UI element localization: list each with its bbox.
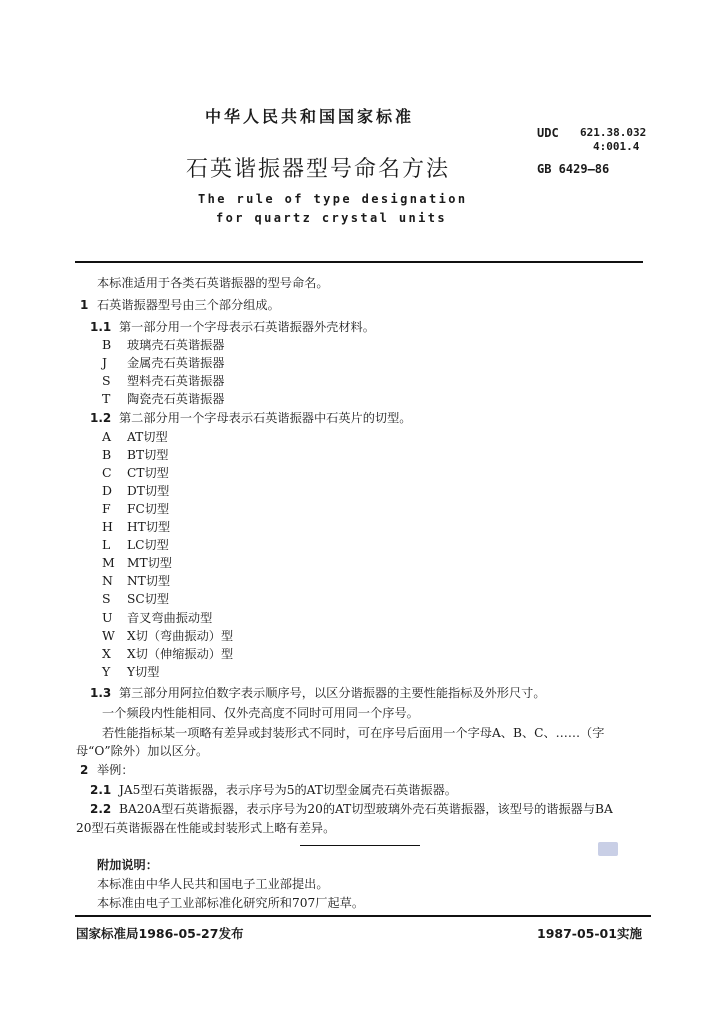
section-1-2-number: 1.2 <box>90 411 112 425</box>
section-1-3-paragraph-3-line-2: 母“O”除外）加以区分。 <box>76 744 209 758</box>
list-item-code: X <box>102 646 111 661</box>
list-item-code: S <box>102 373 111 388</box>
section-2-number: 2 <box>80 763 89 777</box>
list-item-code: M <box>102 555 115 570</box>
list-item-text: MT切型 <box>127 556 172 570</box>
section-1-1-number: 1.1 <box>90 320 112 334</box>
list-item-text: 玻璃壳石英谐振器 <box>127 338 225 352</box>
list-item-code: L <box>102 537 111 552</box>
section-1-3-paragraph-3-line-1: 若性能指标某一项略有差异或封装形式不同时，可在序号后面用一个字母A、B、C、……（字 <box>102 726 605 740</box>
section-2-2-line-2: 20型石英谐振器在性能或封装形式上略有差异。 <box>76 821 336 835</box>
section-1-1-text: 第一部分用一个字母表示石英谐振器外壳材料。 <box>119 320 375 334</box>
list-item-code: J <box>102 355 108 370</box>
notes-title: 附加说明： <box>97 858 158 872</box>
list-item-text: DT切型 <box>127 484 170 498</box>
list-item-code: B <box>102 337 112 352</box>
list-item-text: LC切型 <box>127 538 169 552</box>
list-item-text: X切（弯曲振动）型 <box>127 629 234 643</box>
list-item-code: A <box>102 429 112 444</box>
section-1-2-text: 第二部分用一个字母表示石英谐振器中石英片的切型。 <box>119 411 412 425</box>
list-item-code: D <box>102 483 113 498</box>
section-1-text: 石英谐振器型号由三个部分组成。 <box>97 298 280 312</box>
list-item-code: Y <box>102 664 111 679</box>
section-2-1-text: JA5型石英谐振器，表示序号为5的AT切型金属壳石英谐振器。 <box>119 783 457 797</box>
intro-paragraph: 本标准适用于各类石英谐振器的型号命名。 <box>97 276 329 290</box>
section-1-3-paragraph-2: 一个频段内性能相同、仅外壳高度不同时可用同一个序号。 <box>102 706 419 720</box>
list-item-text: CT切型 <box>127 466 169 480</box>
issued-date: 国家标准局1986-05-27发布 <box>76 926 244 941</box>
stamp-mark <box>598 842 618 856</box>
document-title: 石英谐振器型号命名方法 <box>186 157 451 182</box>
bottom-divider <box>75 915 651 917</box>
list-item-text: 陶瓷壳石英谐振器 <box>127 392 225 406</box>
list-item-text: AT切型 <box>127 430 168 444</box>
section-1-number: 1 <box>80 298 89 312</box>
english-title-line1: The rule of type designation <box>198 192 468 206</box>
section-2-2-line-1: BA20A型石英谐振器，表示序号为20的AT切型玻璃外壳石英谐振器，该型号的谐振器与BA <box>119 802 613 816</box>
section-1-3-number: 1.3 <box>90 686 112 700</box>
note-line-1: 本标准由中华人民共和国电子工业部提出。 <box>97 877 329 891</box>
list-item-code: N <box>102 573 113 588</box>
list-item-code: W <box>102 628 115 643</box>
section-2-text: 举例： <box>97 763 134 777</box>
list-item-text: BT切型 <box>127 448 169 462</box>
section-1-3-text: 第三部分用阿拉伯数字表示顺序号，以区分谐振器的主要性能指标及外形尺寸。 <box>119 686 546 700</box>
list-item-code: C <box>102 465 112 480</box>
section-2-2-number: 2.2 <box>90 802 112 816</box>
list-item-text: Y切型 <box>127 665 160 679</box>
udc-code-line1: 621.38.032 <box>580 126 647 139</box>
list-item-text: SC切型 <box>127 592 170 606</box>
list-item-code: F <box>102 501 111 516</box>
udc-code-line2: 4:001.4 <box>593 140 640 153</box>
list-item-code: U <box>102 610 113 625</box>
list-item-text: NT切型 <box>127 574 171 588</box>
list-item-text: 金属壳石英谐振器 <box>127 356 225 370</box>
note-line-2: 本标准由电子工业部标准化研究所和707厂起草。 <box>97 896 365 910</box>
list-item-text: 塑料壳石英谐振器 <box>127 374 225 388</box>
standard-title: 中华人民共和国国家标准 <box>205 107 415 126</box>
udc-label: UDC <box>537 126 559 140</box>
list-item-code: B <box>102 447 112 462</box>
list-item-code: T <box>102 391 111 406</box>
section-2-1-number: 2.1 <box>90 783 112 797</box>
list-item-text: HT切型 <box>127 520 171 534</box>
effective-date: 1987-05-01实施 <box>537 926 642 941</box>
english-title-line2: for quartz crystal units <box>216 211 447 225</box>
list-item-text: FC切型 <box>127 502 170 516</box>
list-item-text: 音叉弯曲振动型 <box>127 611 213 625</box>
gb-code: GB 6429—86 <box>537 162 610 176</box>
notes-divider <box>300 845 420 846</box>
list-item-text: X切（伸缩振动）型 <box>127 647 234 661</box>
list-item-code: H <box>102 519 113 534</box>
list-item-code: S <box>102 591 111 606</box>
